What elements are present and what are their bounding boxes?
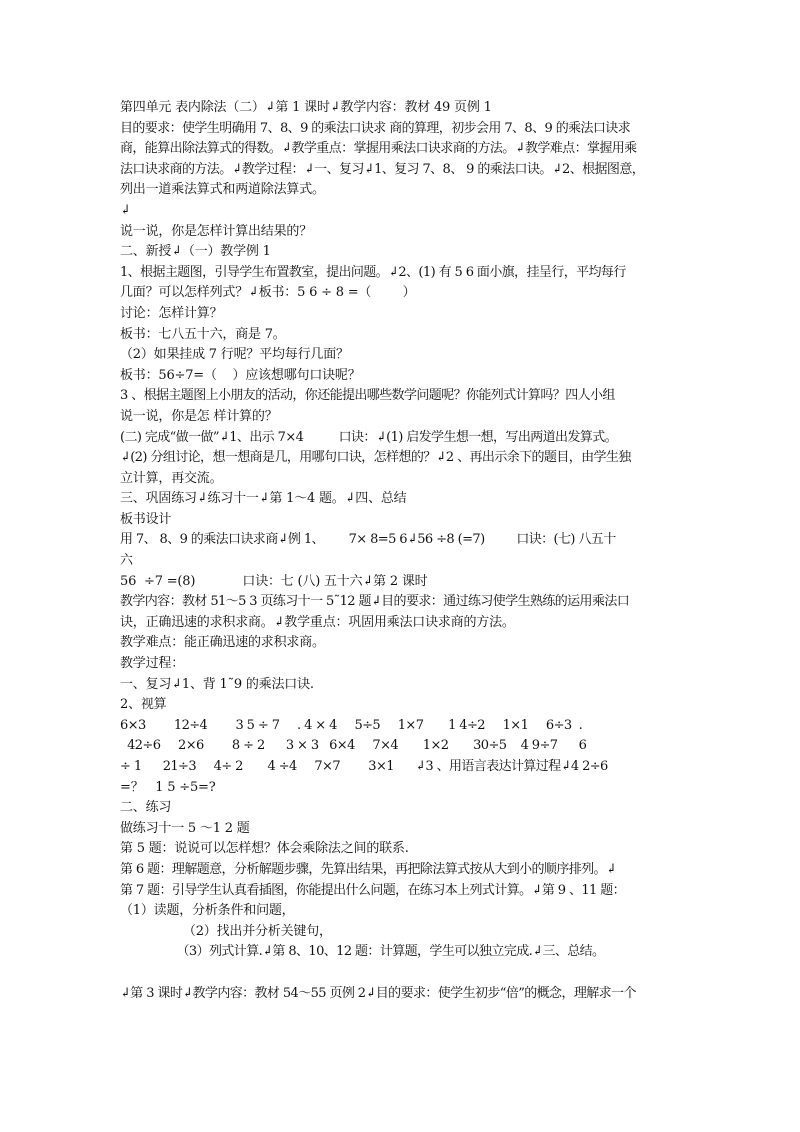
text-line: 商，能算出除法算式的得数。↲教学重点：掌握用乘法口诀求商的方法。↲教学难点：掌握用乘 (120, 141, 637, 157)
text-line: 42÷6 2×6 8 ÷ 2 3 × 3 6×4 7×4 1×2 30÷5 4 9÷7 6 (120, 738, 587, 754)
text-line: 第 7 题：引导学生认真看插图，你能提出什么问题，在练习本上列式计算。↲第 9 、11 题： (120, 882, 626, 898)
blank-line (120, 963, 690, 984)
text-line: 第 5 题：说说可以怎样想？体会乘除法之间的联系. (120, 841, 409, 857)
text-line: 二、练习 (120, 800, 172, 816)
text-line: 第四单元 表内除法（二）↲第 1 课时↲教学内容：教材 49 页例 1 (120, 100, 492, 115)
text-line: 第 6 题：理解题意，分析解题步骤，先算出结果，再把除法算式按从大到小的顺序排列。↲ (120, 861, 617, 877)
text-line: 板书设计 (120, 511, 172, 527)
text-line: 列出一道乘法算式和两道除法算式。 (120, 182, 325, 198)
text-line: 教学过程： (120, 656, 185, 672)
text-line: 56 ÷7 =(8) 口诀：七 (八) 五十六↲第 2 课时 (120, 573, 428, 589)
text-line: 6×3 12÷4 3 5 ÷ 7 . 4 × 4 5÷5 1×7 1 4÷2 1×1 6÷3 . (120, 717, 583, 733)
text-line: 教学难点：能正确迅速的求积求商。 (120, 635, 325, 651)
text-line: 用 7、 8、9 的乘法口诀求商↲例 1、 7× 8=5 6↲56 ÷8 (=7) 口诀：(七) 八五十 (120, 532, 616, 548)
text-line: (二) 完成“做一做”↲1、出示 7×4 口诀：↲(1) 启发学生想一想，写出两道出发算式。 (120, 429, 618, 445)
text-line: 诀，正确迅速的求积求商。↲教学重点：巩固用乘法口诀求商的方法。 (120, 614, 515, 630)
text-line: （3）列式计算.↲第 8、10、12 题：计算题，学生可以独立完成.↲三、总结。 (120, 944, 605, 960)
text-line: 板书：56÷7=（ ）应该想哪句口诀呢？ (120, 367, 361, 383)
text-line: 1、根据主题图，引导学生布置教室，提出问题。↲2、(1) 有 5 6 面小旗，挂呈行，平均每行 (120, 264, 626, 280)
text-line: （2）如果挂成 7 行呢？平均每行几面？ (120, 347, 349, 363)
text-line: 做练习十一 5 ～1 2 题 (120, 820, 250, 836)
text-line: ↲第 3 课时↲教学内容：教材 54～55 页例 2↲目的要求：使学生初步“倍”的概念，理解求一个 (120, 985, 636, 1001)
text-line: ÷ 1 21÷3 4÷ 2 4 ÷4 7×7 3×1 ↲3 、用语言表达计算过程↲4 2÷6 (120, 759, 608, 774)
text-line: 法口诀求商的方法。↲教学过程：↲一、复习↲1、复习 7、8、 9 的乘法口诀。↲2、根据图意， (120, 161, 645, 177)
text-line: 教学内容：教材 51～5 3 页练习十一 5˜12 题↲目的要求：通过练习使学生熟练的运用乘法口 (120, 594, 630, 610)
text-line: 一、复习↲1、背 1˜9 的乘法口诀. (120, 676, 314, 692)
text-line: 立计算，再交流。 (120, 470, 223, 486)
text-line: 说一说，你是怎 样计算的？ (120, 408, 278, 424)
text-line: 目的要求：使学生明确用 7、8、9 的乘法口诀求 商的算理，初步会用 7、8、9 的乘法口诀求 (120, 120, 631, 136)
text-line: 板书：七八五十六，商是 7。 (120, 326, 286, 342)
text-line: （2）找出并分析关键句， (120, 923, 332, 939)
text-line: =？ 1 5 ÷5=? (120, 779, 216, 795)
text-line: 几面？可以怎样列式？↲板书：5 6 ÷ 8 =（ ） (120, 285, 416, 301)
text-line: 二、新授↲（一）教学例 1 (120, 244, 271, 260)
text-line: （1）读题，分析条件和问题， (120, 903, 295, 919)
text-line: 六 (120, 553, 133, 569)
text-line: ↲(2) 分组讨论，想一想商是几，用哪句口诀，怎样想的？↲2 、再出示余下的题目，由学生独 (120, 450, 631, 466)
text-line: 3 、根据主题图上小朋友的活动，你还能提出哪些数学问题呢？你能列式计算吗？四人小组 (120, 388, 615, 404)
text-line: 说一说，你是怎样计算出结果的？ (120, 223, 313, 239)
document-body (120, 98, 690, 1004)
text-line: 讨论：怎样计算？ (120, 305, 223, 321)
text-line: 2、视算 (120, 697, 167, 713)
text-line: 三、巩固练习↲练习十一↲第 1～4 题。↲四、总结 (120, 491, 407, 507)
text-line: ↲ (120, 202, 131, 218)
